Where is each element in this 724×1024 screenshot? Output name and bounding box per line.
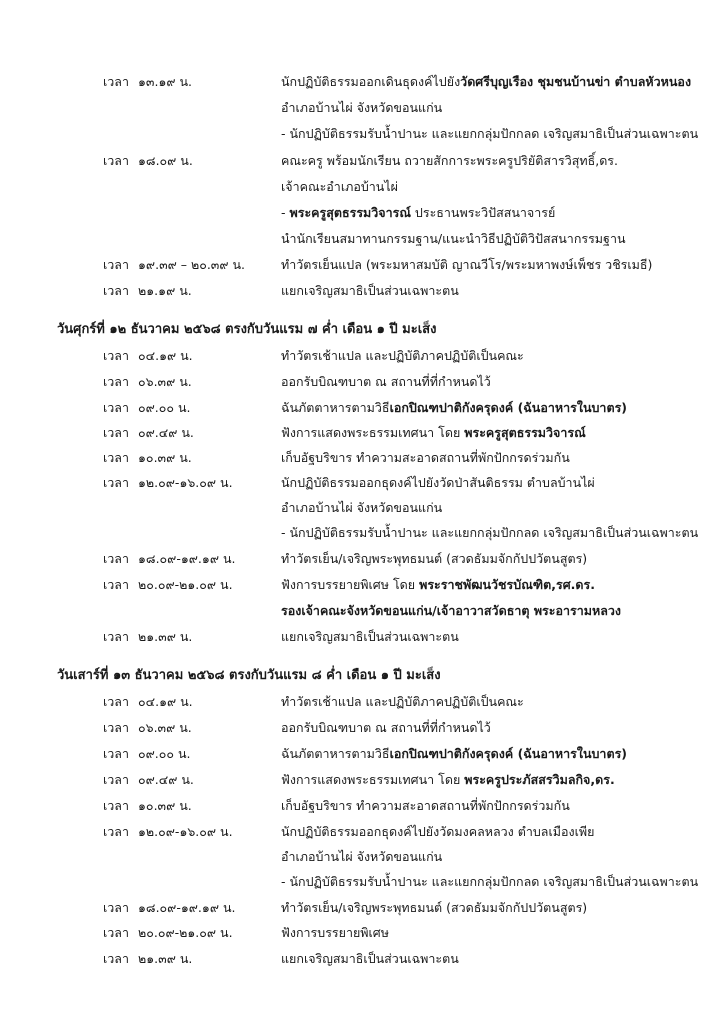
- time-value: ๐๙.๐๐ น.: [138, 746, 191, 761]
- time-value: ๒๑.๑๙ น.: [138, 283, 192, 298]
- schedule-row: [0, 398, 724, 420]
- activity-text: ออกรับบิณฑบาต ณ สถานที่ที่กำหนดไว้: [281, 720, 491, 735]
- time-label: เวลา: [103, 425, 129, 440]
- activity-text: - นักปฏิบัติธรรมรับน้ำปานะ และแยกกลุ่มปักกลด เจริญสมาธิเป็นส่วนเฉพาะตน: [281, 525, 699, 540]
- schedule-row: [0, 549, 724, 571]
- time-value: ๐๙.๐๐ น.: [138, 400, 191, 415]
- activity-text: เก็บอัฐบริขาร ทำความสะอาดสถานที่พักปักกรดร่วมกัน: [281, 450, 570, 465]
- time-value: ๑๒.๐๙-๑๖.๐๙ น.: [138, 824, 233, 839]
- day-heading: วันเสาร์ที่ ๑๓ ธันวาคม ๒๕๖๘ ตรงกับวันแรม ๘ ค่ำ เดือน ๑ ปี มะเส็ง: [57, 668, 441, 683]
- schedule-row: [0, 124, 724, 146]
- schedule-row: [0, 692, 724, 714]
- schedule-row: [0, 523, 724, 545]
- schedule-row: [0, 847, 724, 869]
- schedule-row: [0, 281, 724, 303]
- time-value: ๒๐.๐๙-๒๑.๐๙ น.: [138, 925, 233, 940]
- activity-text: แยกเจริญสมาธิเป็นส่วนเฉพาะตน: [281, 629, 459, 644]
- time-value: ๑๘.๐๙-๑๙.๑๙ น.: [138, 551, 236, 566]
- schedule-row: [0, 203, 724, 225]
- time-value: ๑๙.๓๙ – ๒๐.๓๙ น.: [138, 257, 245, 272]
- activity-text: นักปฏิบัติธรรมออกธุดงค์ไปยังวัดมงคลหลวง ตำบลเมืองเพีย: [281, 824, 595, 839]
- time-label: เวลา: [103, 720, 129, 735]
- activity-text: แยกเจริญสมาธิเป็นส่วนเฉพาะตน: [281, 951, 459, 966]
- schedule-row: [0, 898, 724, 920]
- time-value: ๑๐.๓๙ น.: [138, 798, 192, 813]
- schedule-row: [0, 372, 724, 394]
- time-label: เวลา: [103, 900, 129, 915]
- schedule-row: [0, 229, 724, 251]
- time-label: เวลา: [103, 746, 129, 761]
- time-value: ๐๖.๓๙ น.: [138, 374, 192, 389]
- schedule-row: [0, 98, 724, 120]
- time-label: เวลา: [103, 450, 129, 465]
- schedule-row: [0, 796, 724, 818]
- activity-text: ทำวัตรเย็น/เจริญพระพุทธมนต์ (สวดธัมมจักกัปปวัตนสูตร): [281, 551, 588, 566]
- schedule-row: [0, 949, 724, 971]
- time-label: เวลา: [103, 153, 129, 168]
- time-label: เวลา: [103, 475, 129, 490]
- schedule-row: [0, 627, 724, 649]
- time-label: เวลา: [103, 283, 129, 298]
- activity-text: นักปฏิบัติธรรมออกธุดงค์ไปยังวัดป่าสันติธรรม ตำบลบ้านไผ่: [281, 475, 595, 490]
- activity-text: รองเจ้าคณะจังหวัดขอนแก่น/เจ้าอาวาสวัดธาตุ พระอารามหลวง: [281, 603, 622, 618]
- activity-text: เจ้าคณะอำเภอบ้านไผ่: [281, 179, 398, 194]
- activity-text: ทำวัตรเย็น/เจริญพระพุทธมนต์ (สวดธัมมจักกัปปวัตนสูตร): [281, 900, 588, 915]
- activity-text: ฟังการแสดงพระธรรมเทศนา โดย พระครูสุตธรรมวิจารณ์: [281, 425, 586, 440]
- activity-text: ฉันภัตตาหารตามวิธีเอกปิณฑปาติกังครุดงค์ (ฉันอาหารในบาตร): [281, 400, 627, 415]
- time-value: ๐๖.๓๙ น.: [138, 720, 192, 735]
- schedule-row: [0, 744, 724, 766]
- time-value: ๐๙.๔๙ น.: [138, 772, 194, 787]
- time-label: เวลา: [103, 348, 129, 363]
- time-label: เวลา: [103, 74, 129, 89]
- activity-text: ออกรับบิณฑบาต ณ สถานที่ที่กำหนดไว้: [281, 374, 491, 389]
- schedule-row: [0, 822, 724, 844]
- schedule-row: [0, 872, 724, 894]
- schedule-row: [0, 575, 724, 597]
- schedule-row: [0, 151, 724, 173]
- activity-text: คณะครู พร้อมนักเรียน ถวายสักการะพระครูปริยัติสารวิสุทธิ์,ดร.: [281, 153, 618, 168]
- schedule-row: [0, 448, 724, 470]
- time-value: ๒๑.๓๙ น.: [138, 951, 193, 966]
- time-value: ๑๓.๑๙ น.: [138, 74, 193, 89]
- schedule-row: [0, 423, 724, 445]
- time-label: เวลา: [103, 951, 129, 966]
- time-value: ๐๔.๑๙ น.: [138, 694, 193, 709]
- schedule-row: [0, 601, 724, 623]
- time-value: ๐๙.๔๙ น.: [138, 425, 194, 440]
- schedule-row: [0, 177, 724, 199]
- time-value: ๒๑.๓๙ น.: [138, 629, 193, 644]
- day-heading: วันศุกร์ที่ ๑๒ ธันวาคม ๒๕๖๘ ตรงกับวันแรม ๗ ค่ำ เดือน ๑ ปี มะเส็ง: [57, 322, 437, 337]
- schedule-row: [0, 498, 724, 520]
- schedule-row: [0, 346, 724, 368]
- time-label: เวลา: [103, 925, 129, 940]
- activity-text: ฟังการบรรยายพิเศษ โดย พระราชพัฒนวัชรบัณฑิต,รศ.ดร.: [281, 577, 596, 592]
- time-label: เวลา: [103, 257, 129, 272]
- time-value: ๑๘.๐๙-๑๙.๑๙ น.: [138, 900, 236, 915]
- time-label: เวลา: [103, 629, 129, 644]
- activity-text: ฟังการแสดงพระธรรมเทศนา โดย พระครูประภัสสรวิมลกิจ,ดร.: [281, 772, 615, 787]
- activity-text: ทำวัตรเย็นแปล (พระมหาสมบัติ ญาณวีโร/พระมหาพงษ์เพ็ชร วชิรเมธี): [281, 257, 653, 272]
- time-label: เวลา: [103, 772, 129, 787]
- time-label: เวลา: [103, 551, 129, 566]
- schedule-row: [0, 255, 724, 277]
- schedule-row: [0, 770, 724, 792]
- time-label: เวลา: [103, 824, 129, 839]
- activity-text: อำเภอบ้านไผ่ จังหวัดขอนแก่น: [281, 500, 443, 515]
- schedule-row: [0, 72, 724, 94]
- activity-text: อำเภอบ้านไผ่ จังหวัดขอนแก่น: [281, 100, 443, 115]
- activity-text: ทำวัตรเช้าแปล และปฏิบัติภาคปฏิบัติเป็นคณะ: [281, 348, 524, 363]
- activity-text: นำนักเรียนสมาทานกรรมฐาน/แนะนำวิธีปฏิบัติวิปัสสนากรรมฐาน: [281, 231, 626, 246]
- time-value: ๑๘.๐๙ น.: [138, 153, 193, 168]
- activity-text: ฉันภัตตาหารตามวิธีเอกปิณฑปาติกังครุดงค์ (ฉันอาหารในบาตร): [281, 746, 627, 761]
- activity-text: อำเภอบ้านไผ่ จังหวัดขอนแก่น: [281, 849, 443, 864]
- time-value: ๑๐.๓๙ น.: [138, 450, 192, 465]
- activity-text: ฟังการบรรยายพิเศษ: [281, 925, 389, 940]
- activity-text: เก็บอัฐบริขาร ทำความสะอาดสถานที่พักปักกรดร่วมกัน: [281, 798, 570, 813]
- activity-text: ทำวัตรเช้าแปล และปฏิบัติภาคปฏิบัติเป็นคณะ: [281, 694, 524, 709]
- activity-text: - นักปฏิบัติธรรมรับน้ำปานะ และแยกกลุ่มปักกลด เจริญสมาธิเป็นส่วนเฉพาะตน: [281, 874, 699, 889]
- time-value: ๐๔.๑๙ น.: [138, 348, 193, 363]
- activity-text: แยกเจริญสมาธิเป็นส่วนเฉพาะตน: [281, 283, 459, 298]
- schedule-row: [0, 923, 724, 945]
- time-value: ๒๐.๐๙-๒๑.๐๙ น.: [138, 577, 233, 592]
- time-label: เวลา: [103, 694, 129, 709]
- time-value: ๑๒.๐๙-๑๖.๐๙ น.: [138, 475, 233, 490]
- time-label: เวลา: [103, 798, 129, 813]
- time-label: เวลา: [103, 400, 129, 415]
- activity-text: นักปฏิบัติธรรมออกเดินธุดงค์ไปยังวัดศรีบุญเรือง ชุมชนบ้านข่า ตำบลหัวหนอง: [281, 74, 692, 89]
- time-label: เวลา: [103, 374, 129, 389]
- time-label: เวลา: [103, 577, 129, 592]
- schedule-row: [0, 473, 724, 495]
- activity-text: - นักปฏิบัติธรรมรับน้ำปานะ และแยกกลุ่มปักกลด เจริญสมาธิเป็นส่วนเฉพาะตน: [281, 126, 699, 141]
- activity-text: - พระครูสุตธรรมวิจารณ์ ประธานพระวิปัสสนาจารย์: [281, 205, 556, 220]
- schedule-row: [0, 718, 724, 740]
